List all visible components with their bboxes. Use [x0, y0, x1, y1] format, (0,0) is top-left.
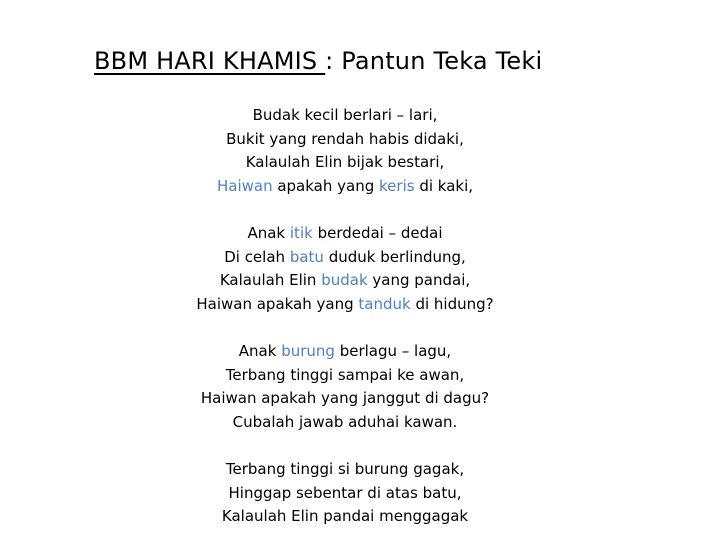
line-text: Anak [247, 223, 290, 242]
line-text: Anak [238, 341, 282, 360]
highlighted-word: budak [321, 271, 368, 290]
poem-line [180, 151, 510, 175]
poem [180, 104, 510, 529]
line-text: yang pandai, [367, 271, 471, 290]
poem-line [180, 364, 510, 388]
highlighted-word: Haiwan [216, 176, 273, 195]
line-text: Cubalah jawab aduhai kawan. [232, 412, 458, 431]
line-text: duduk berlindung, [323, 247, 466, 266]
stanza [180, 458, 510, 529]
poem-line [180, 128, 510, 152]
line-text: Hinggap sebentar di atas batu, [228, 483, 462, 502]
page-title [94, 46, 542, 76]
poem-line [180, 411, 510, 435]
highlighted-word: batu [289, 247, 324, 266]
highlighted-word: burung [281, 341, 335, 360]
line-text: Bukit yang rendah habis didaki, [226, 129, 464, 148]
poem-line [180, 175, 510, 199]
line-text: apakah yang [272, 176, 380, 195]
line-text: di hidung? [410, 294, 494, 313]
line-text: Budak kecil berlari – lari, [252, 106, 438, 124]
stanza [180, 340, 510, 434]
poem-line [180, 222, 510, 246]
line-text: berdedai – dedai [312, 223, 443, 242]
poem-line [180, 104, 510, 128]
poem-line [180, 458, 510, 482]
line-text: berlagu – lagu, [334, 341, 452, 360]
poem-line [180, 269, 510, 293]
stanza-gap [180, 434, 510, 458]
poem-line [180, 387, 510, 411]
highlighted-word: itik [289, 223, 313, 242]
line-text: di kaki, [414, 176, 474, 195]
line-text: Terbang tinggi si burung gagak, [225, 459, 465, 478]
stanza [180, 222, 510, 316]
poem-line [180, 505, 510, 529]
poem-line [180, 246, 510, 270]
poem-line [180, 482, 510, 506]
title-subtitle: : Pantun Teka Teki [325, 47, 543, 75]
highlighted-word: tanduk [358, 294, 411, 313]
line-text: Haiwan apakah yang janggut di dagu? [200, 389, 490, 408]
title-main: BBM HARI KHAMIS [94, 47, 326, 75]
poem-line [180, 293, 510, 317]
line-text: Di celah [224, 247, 290, 266]
line-text: Kalaulah Elin bijak bestari, [245, 153, 445, 172]
stanza-gap [180, 316, 510, 340]
line-text: Kalaulah Elin [219, 271, 322, 290]
poem-line [180, 340, 510, 364]
highlighted-word: keris [379, 176, 415, 195]
stanza-gap [180, 198, 510, 222]
line-text: Haiwan apakah yang [196, 294, 359, 313]
line-text: Terbang tinggi sampai ke awan, [225, 365, 465, 384]
stanza [180, 104, 510, 198]
line-text: Kalaulah Elin pandai menggagak [221, 507, 469, 526]
